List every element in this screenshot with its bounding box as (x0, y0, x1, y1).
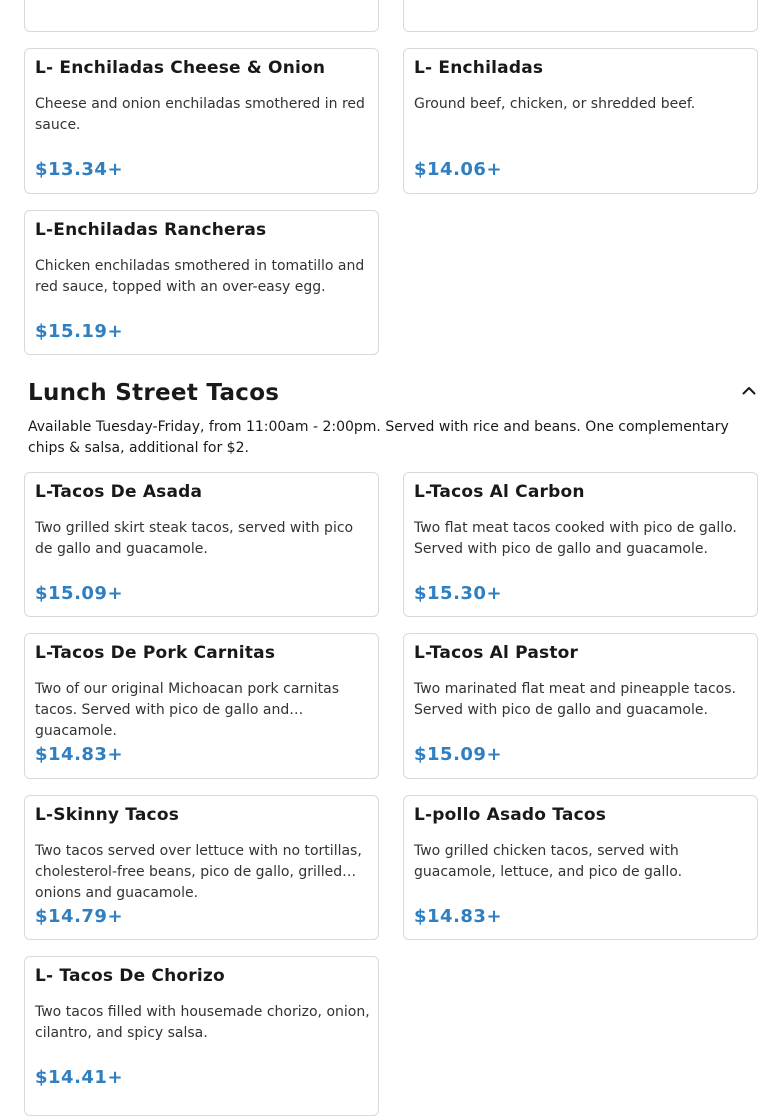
item-price: $14.83+ (414, 906, 503, 927)
item-description: Ground beef, chicken, or shredded beef. (414, 96, 696, 112)
item-price: $15.09+ (414, 744, 503, 765)
item-price: $14.06+ (414, 159, 503, 180)
menu-item-card[interactable] (403, 472, 758, 617)
item-description: Two grilled skirt steak tacos, served with pico de gallo and guacamole. (35, 520, 354, 557)
item-description: Two of our original Michoacan pork carnitas tacos. Served with pico de gallo and guacamole. (35, 681, 340, 739)
menu-item-card[interactable] (403, 633, 758, 779)
item-description: Two marinated flat meat and pineapple tacos. Served with pico de gallo and guacamole. (414, 681, 736, 718)
item-price: $14.83+ (35, 744, 124, 765)
section-title: Lunch Street Tacos (28, 380, 280, 406)
item-title: L-Tacos Al Pastor (414, 643, 579, 663)
item-description: Two tacos served over lettuce with no tortillas, cholesterol-free beans, pico de gallo, grilled onions and guacamole. (35, 843, 362, 901)
item-price (414, 0, 502, 1)
item-description: Two grilled chicken tacos, served with guacamole, lettuce, and pico de gallo. (414, 843, 683, 880)
menu-item-card[interactable] (403, 0, 758, 32)
menu-item-card[interactable] (24, 210, 379, 355)
item-description: Cheese and onion enchiladas smothered in red sauce. (35, 96, 365, 133)
menu-item-card[interactable] (24, 472, 379, 617)
menu-item-card[interactable] (24, 48, 379, 194)
menu-item-card[interactable] (24, 795, 379, 940)
item-title: L- Enchiladas Cheese & Onion (35, 58, 326, 78)
item-price: $13.34+ (35, 159, 124, 180)
item-description: Chicken enchiladas smothered in tomatillo and red sauce, topped with an over-easy egg. (35, 258, 365, 295)
item-title: L- Tacos De Chorizo (35, 966, 225, 986)
item-title: L- Enchiladas (414, 58, 544, 78)
item-title: L-Skinny Tacos (35, 805, 180, 825)
item-description: Two tacos filled with housemade chorizo, onion, cilantro, and spicy salsa. (35, 1004, 370, 1041)
chevron-up-icon (742, 386, 756, 395)
item-description: Two flat meat tacos cooked with pico de gallo. Served with pico de gallo and guacamole. (414, 520, 737, 557)
item-price: $15.19+ (35, 321, 124, 342)
menu-item-card[interactable] (24, 956, 379, 1116)
item-title: L-Tacos Al Carbon (414, 482, 585, 502)
item-price: $14.79+ (35, 906, 124, 927)
item-price: $15.30+ (414, 583, 503, 604)
menu-item-card[interactable] (403, 48, 758, 194)
item-title: L-Enchiladas Rancheras (35, 220, 267, 240)
item-title: L-Tacos De Pork Carnitas (35, 643, 276, 663)
item-price: $14.41+ (35, 1067, 124, 1088)
item-price: $15.09+ (35, 583, 124, 604)
menu-item-card[interactable] (24, 633, 379, 779)
menu-item-card[interactable] (24, 0, 379, 32)
section-description: Available Tuesday-Friday, from 11:00am - 2:00pm. Served with rice and beans. One complementary chips & salsa, additional for $2. (28, 419, 729, 456)
collapse-section-button[interactable] (736, 378, 762, 402)
item-title: L-Tacos De Asada (35, 482, 203, 502)
menu-item-card[interactable] (403, 795, 758, 940)
item-price (35, 0, 123, 1)
item-title: L-pollo Asado Tacos (414, 805, 607, 825)
